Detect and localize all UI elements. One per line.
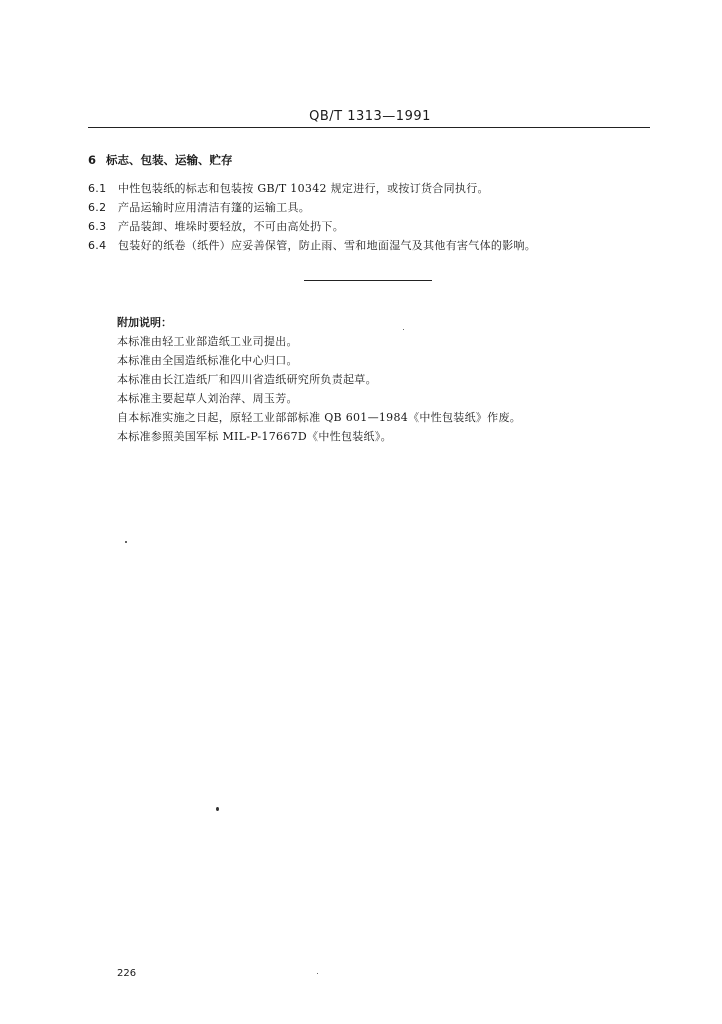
clause-6-2: [88, 199, 310, 215]
page-number: 226: [117, 968, 137, 979]
note-line: 本标准由轻工业部造纸工业司提出。: [117, 335, 298, 348]
additional-notes-title: 附加说明：: [117, 316, 172, 329]
note-line: 本标准参照美国军标 MIL-P-17667D《中性包装纸》。: [117, 430, 392, 443]
note-line: 自本标准实施之日起，原轻工业部部标准 QB 601—1984《中性包装纸》作废。: [117, 411, 522, 424]
note-line: 本标准主要起草人刘治萍、周玉芳。: [117, 392, 298, 405]
clause-6-1: [88, 180, 489, 196]
section-heading: [88, 152, 233, 168]
standard-code-header: QB/T 1313—1991: [309, 109, 431, 124]
scan-speck: [216, 807, 219, 811]
note-line: 本标准由全国造纸标准化中心归口。: [117, 354, 298, 367]
clause-number: 6.3: [88, 220, 107, 233]
clause-text: 产品装卸、堆垛时要轻放，不可由高处扔下。: [118, 220, 344, 233]
section-number: 6: [88, 153, 97, 167]
clause-number: 6.1: [88, 182, 107, 195]
section-title: 标志、包装、运输、贮存: [106, 153, 233, 167]
clause-number: 6.4: [88, 239, 107, 252]
clause-6-3: [88, 218, 344, 234]
clause-number: 6.2: [88, 201, 107, 214]
scan-speck: [317, 973, 318, 974]
clause-text: 包装好的纸卷（纸件）应妥善保管，防止雨、雪和地面湿气及其他有害气体的影响。: [118, 239, 537, 252]
scan-speck: [403, 329, 404, 330]
clause-6-4: [88, 237, 536, 253]
header-rule: [88, 127, 650, 128]
clause-text: 中性包装纸的标志和包装按 GB/T 10342 规定进行，或按订货合同执行。: [118, 182, 489, 195]
end-of-standard-rule: [304, 280, 432, 281]
note-line: 本标准由长江造纸厂和四川省造纸研究所负责起草。: [117, 373, 377, 386]
clause-text: 产品运输时应用清洁有篷的运输工具。: [118, 201, 311, 214]
scan-speck: [125, 541, 127, 543]
